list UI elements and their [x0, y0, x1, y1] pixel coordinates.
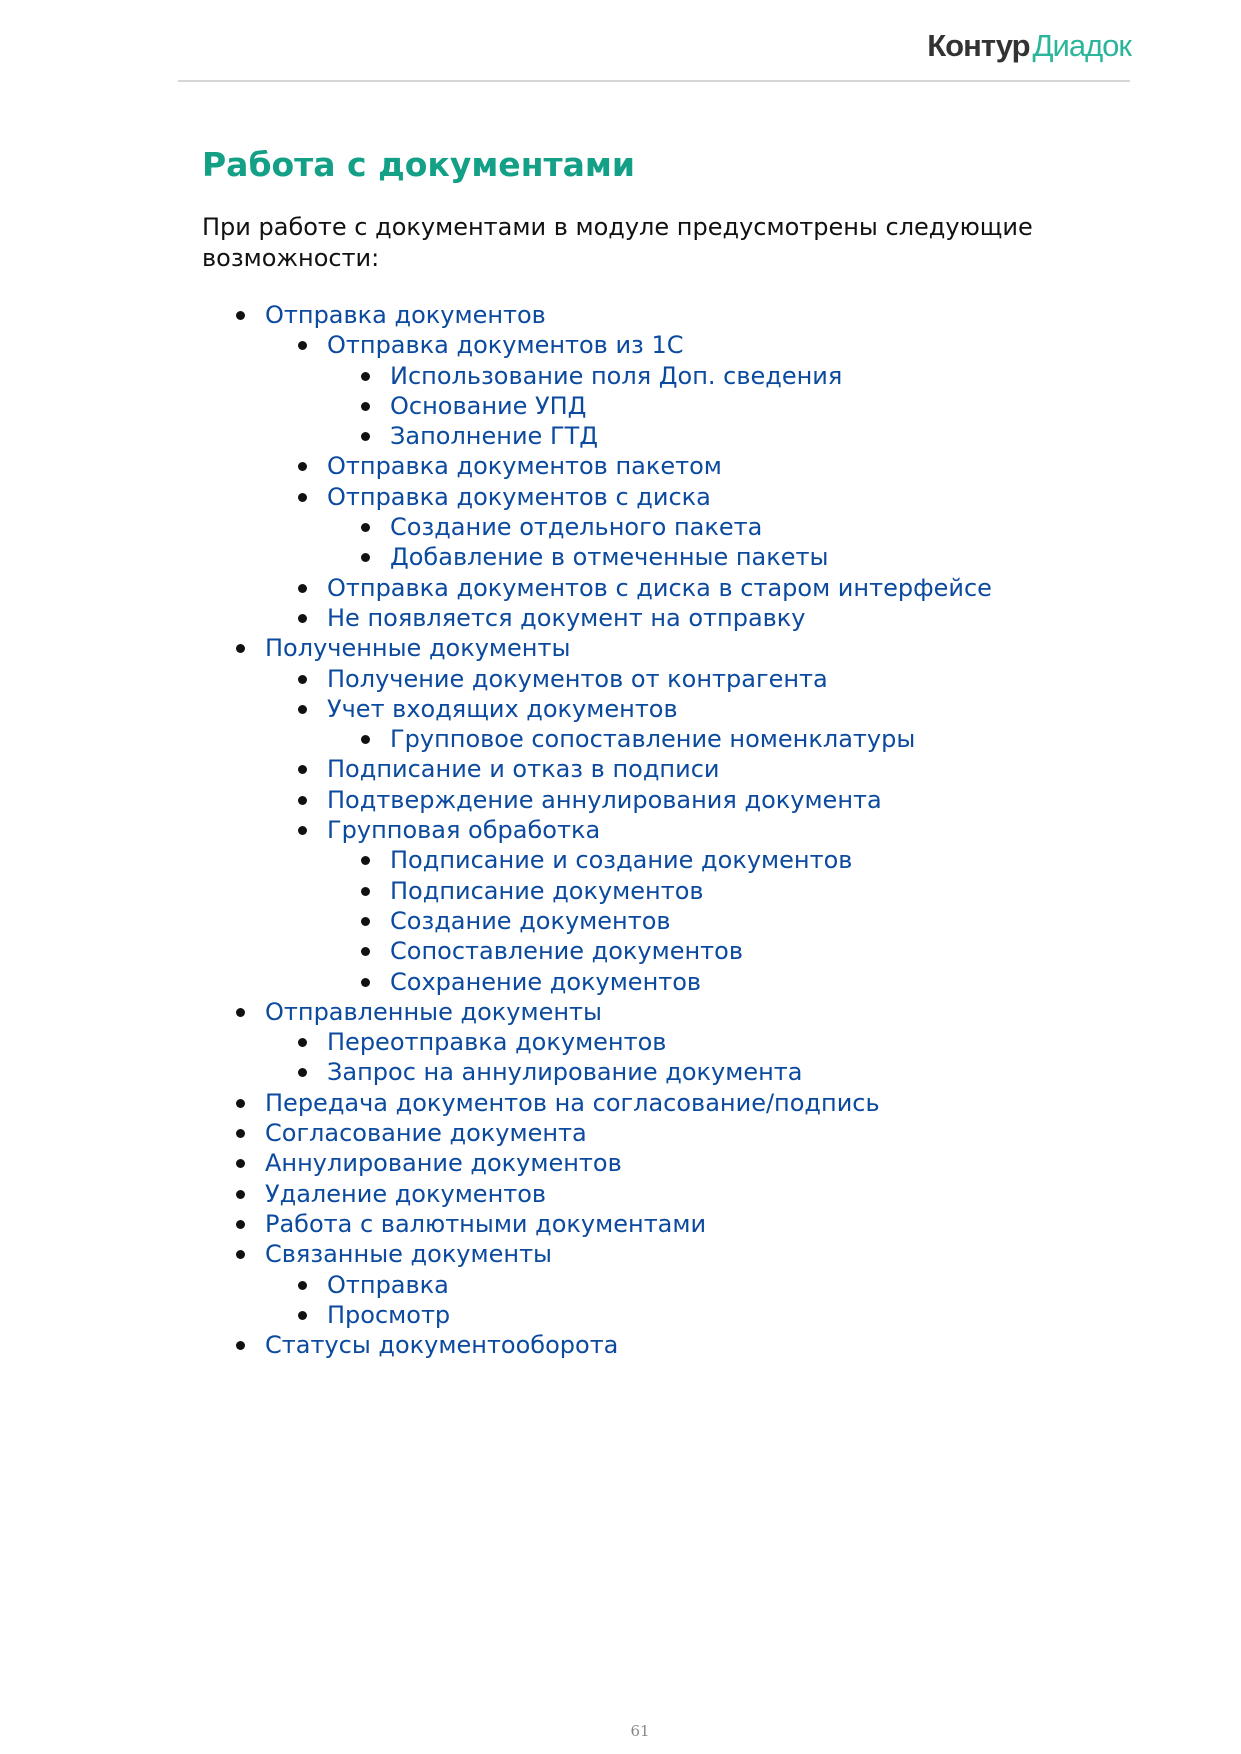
list-item [202, 603, 1162, 633]
bullet-icon [298, 1311, 307, 1320]
bullet-icon [361, 402, 370, 411]
toc-link[interactable]: Учет входящих документов [327, 694, 678, 723]
bullet-icon [298, 675, 307, 684]
list-item [202, 330, 1162, 360]
bullet-icon [298, 341, 307, 350]
list-item [202, 1209, 1162, 1239]
bullet-icon [361, 523, 370, 532]
list-item [202, 815, 1162, 845]
bullet-icon [298, 584, 307, 593]
bullet-icon [236, 1220, 245, 1229]
list-item [202, 633, 1162, 663]
toc-link[interactable]: Получение документов от контрагента [327, 664, 828, 693]
list-item [202, 967, 1162, 997]
bullet-icon [236, 311, 245, 320]
bullet-icon [236, 1159, 245, 1168]
toc-link[interactable]: Запрос на аннулирование документа [327, 1058, 803, 1087]
list-item [202, 906, 1162, 936]
bullet-icon [361, 735, 370, 744]
kontur-diadok-logo [927, 28, 1131, 64]
toc-link[interactable]: Статусы документооборота [265, 1331, 619, 1360]
page-title: Работа с документами [202, 145, 635, 184]
list-item [202, 724, 1162, 754]
list-item [202, 1179, 1162, 1209]
list-item [202, 512, 1162, 542]
bullet-icon [298, 1038, 307, 1047]
list-item [202, 997, 1162, 1027]
list-item [202, 361, 1162, 391]
toc-link[interactable]: Отправка [327, 1270, 449, 1299]
list-item [202, 451, 1162, 481]
toc-link[interactable]: Сопоставление документов [390, 937, 743, 966]
list-item [202, 391, 1162, 421]
bullet-icon [236, 1341, 245, 1350]
list-item [202, 1300, 1162, 1330]
toc-link[interactable]: Подписание и отказ в подписи [327, 755, 720, 784]
toc-link[interactable]: Отправка документов с диска в старом интерфейсе [327, 573, 992, 602]
list-item [202, 664, 1162, 694]
list-item [202, 1057, 1162, 1087]
bullet-icon [298, 765, 307, 774]
list-item [202, 1330, 1162, 1360]
bullet-icon [361, 856, 370, 865]
logo-kontur-text: Контур [927, 28, 1030, 63]
list-item [202, 1027, 1162, 1057]
bullet-icon [361, 553, 370, 562]
contents-list [202, 300, 1162, 1360]
toc-link[interactable]: Не появляется документ на отправку [327, 603, 806, 632]
bullet-icon [298, 705, 307, 714]
list-item [202, 1270, 1162, 1300]
list-item [202, 694, 1162, 724]
bullet-icon [298, 1068, 307, 1077]
bullet-icon [361, 947, 370, 956]
toc-link[interactable]: Переотправка документов [327, 1028, 667, 1057]
toc-link[interactable]: Групповое сопоставление номенклатуры [390, 725, 916, 754]
bullet-icon [236, 1190, 245, 1199]
toc-link[interactable]: Просмотр [327, 1300, 451, 1329]
toc-link[interactable]: Полученные документы [265, 634, 571, 663]
list-item [202, 1088, 1162, 1118]
header-divider [178, 80, 1130, 82]
list-item [202, 1239, 1162, 1269]
bullet-icon [236, 1008, 245, 1017]
page-number: 61 [630, 1722, 650, 1740]
toc-link[interactable]: Отправка документов из 1С [327, 331, 684, 360]
logo-diadok-text: Диадок [1032, 28, 1131, 63]
toc-link[interactable]: Основание УПД [390, 391, 587, 420]
bullet-icon [298, 1281, 307, 1290]
toc-link[interactable]: Сохранение документов [390, 967, 702, 996]
toc-link[interactable]: Отправленные документы [265, 997, 602, 1026]
list-item [202, 754, 1162, 784]
bullet-icon [361, 887, 370, 896]
toc-link[interactable]: Работа с валютными документами [265, 1209, 707, 1238]
toc-link[interactable]: Согласование документа [265, 1119, 587, 1148]
bullet-icon [361, 978, 370, 987]
toc-link[interactable]: Передача документов на согласование/подпись [265, 1088, 880, 1117]
toc-link[interactable]: Заполнение ГТД [390, 422, 598, 451]
list-item [202, 421, 1162, 451]
toc-link[interactable]: Групповая обработка [327, 816, 601, 845]
list-item [202, 542, 1162, 572]
bullet-icon [298, 493, 307, 502]
bullet-icon [298, 462, 307, 471]
list-item [202, 845, 1162, 875]
intro-paragraph: При работе с документами в модуле предусмотрены следующие возможности: [202, 213, 1033, 272]
toc-link[interactable]: Отправка документов [265, 301, 546, 329]
toc-link[interactable]: Создание отдельного пакета [390, 513, 763, 542]
list-item [202, 876, 1162, 906]
toc-link[interactable]: Удаление документов [265, 1179, 547, 1208]
bullet-icon [236, 644, 245, 653]
list-item [202, 573, 1162, 603]
toc-link[interactable]: Подписание и создание документов [390, 846, 853, 875]
toc-link[interactable]: Создание документов [390, 906, 671, 935]
toc-link[interactable]: Подписание документов [390, 876, 704, 905]
list-item [202, 1148, 1162, 1178]
list-item [202, 936, 1162, 966]
bullet-icon [236, 1250, 245, 1259]
list-item [202, 482, 1162, 512]
toc-link[interactable]: Связанные документы [265, 1240, 553, 1269]
toc-link[interactable]: Подтверждение аннулирования документа [327, 785, 882, 814]
bullet-icon [298, 614, 307, 623]
bullet-icon [236, 1129, 245, 1138]
bullet-icon [361, 917, 370, 926]
toc-link[interactable]: Использование поля Доп. сведения [390, 361, 843, 390]
bullet-icon [361, 372, 370, 381]
list-item [202, 300, 1162, 330]
bullet-icon [236, 1099, 245, 1108]
bullet-icon [298, 826, 307, 835]
bullet-icon [298, 796, 307, 805]
toc-link[interactable]: Отправка документов пакетом [327, 452, 722, 481]
toc-link[interactable]: Добавление в отмеченные пакеты [390, 543, 829, 572]
toc-link[interactable]: Аннулирование документов [265, 1149, 622, 1178]
bullet-icon [361, 432, 370, 441]
list-item [202, 1118, 1162, 1148]
list-item [202, 785, 1162, 815]
toc-link[interactable]: Отправка документов с диска [327, 482, 711, 511]
